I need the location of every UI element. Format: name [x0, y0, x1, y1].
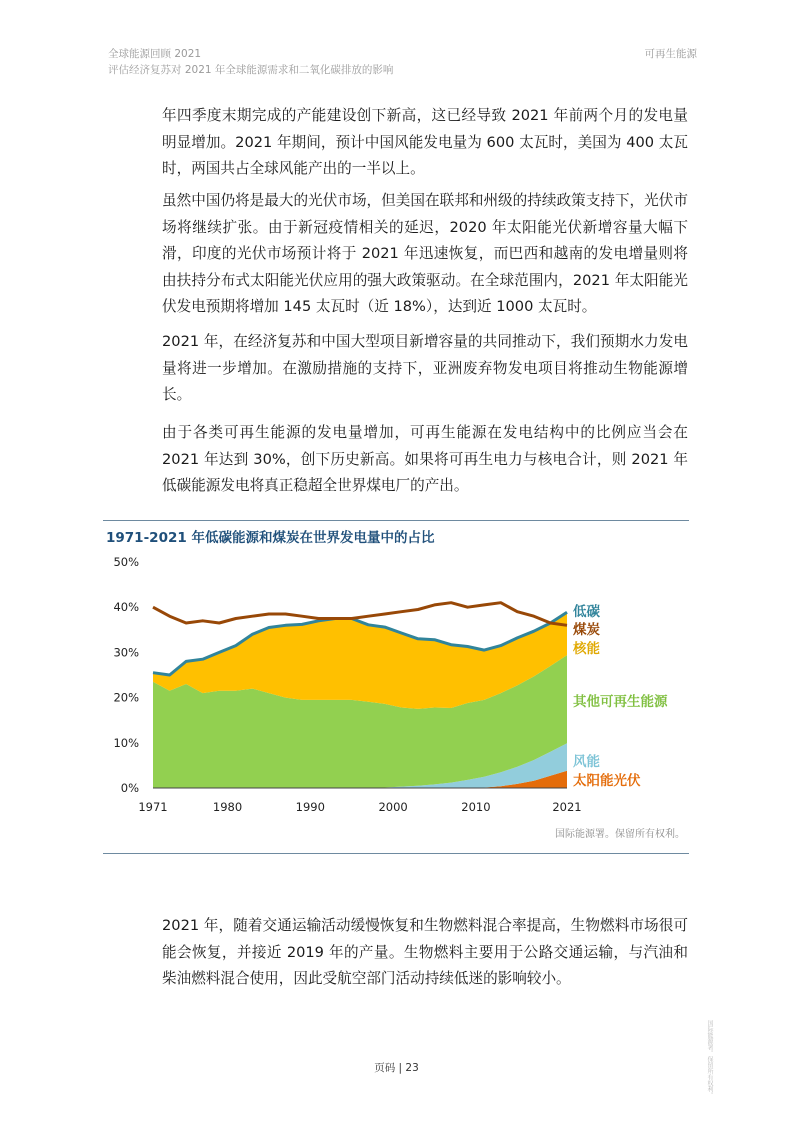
y-tick-label: 10%	[113, 735, 139, 750]
y-tick-label: 40%	[113, 600, 139, 615]
y-tick-label: 0%	[120, 781, 139, 795]
paragraph-2: 虽然中国仍将是最大的光伏市场，但美国在联邦和州级的持续政策支持下，光伏市场将继续扩张。由于新冠疫情相关的延迟，2020 年太阳能光伏新增容量大幅下滑，印度的光伏市场预计将于 2021 年迅速恢复，而巴西和越南的发电增量则将由扶持分布式太阳能光伏应用的强大政策驱动。在全球范围内，2021 年太阳能光伏发电预期将增加 145 太瓦时（近 18%），达到近 1000 太瓦时。	[162, 192, 688, 315]
page-number: 页码 | 23	[374, 1062, 419, 1074]
legend-label: 核能	[573, 641, 600, 657]
figure-title: 1971-2021 年低碳能源和煤炭在世界发电量中的占比	[106, 530, 435, 546]
figure-top-rule	[103, 520, 689, 521]
figure-bottom-rule	[103, 853, 689, 854]
x-tick-label: 2000	[378, 800, 408, 814]
x-tick-label: 2021	[552, 800, 582, 814]
legend-label: 太阳能光伏	[573, 773, 641, 789]
legend-label: 低碳	[573, 604, 600, 620]
paragraph-4: 由于各类可再生能源的发电量增加，可再生能源在发电结构中的比例应当会在 2021 年达到 30%，创下历史新高。如果将可再生电力与核电合计，则 2021 年低碳能源发电将真正稳超全世界煤电厂的产出。	[162, 424, 688, 494]
figure-source: 国际能源署。保留所有权利。	[555, 829, 685, 840]
chart	[103, 550, 689, 850]
paragraph-3: 2021 年，在经济复苏和中国大型项目新增容量的共同推动下，我们预期水力发电量将进一步增加。在激励措施的支持下，亚洲废弃物发电项目将推动生物能源增长。	[162, 333, 688, 403]
y-tick-label: 30%	[113, 645, 139, 660]
report-title: 全球能源回顾 2021	[108, 48, 202, 60]
running-header	[108, 46, 393, 78]
y-tick-label: 20%	[113, 690, 139, 705]
x-tick-label: 2010	[461, 800, 491, 814]
section-label: 可再生能源	[644, 48, 697, 60]
paragraph-5: 2021 年，随着交通运输活动缓慢恢复和生物燃料混合率提高，生物燃料市场很可能会恢复，并接近 2019 年的产量。生物燃料主要用于公路交通运输，与汽油和柴油燃料混合使用，因此受航空部门活动持续低迷的影响较小。	[162, 917, 688, 987]
legend-label: 煤炭	[573, 622, 600, 638]
x-tick-label: 1980	[212, 800, 243, 814]
paragraph-1: 年四季度末期完成的产能建设创下新高，这已经导致 2021 年前两个月的发电量明显增加。2021 年期间，预计中国风能发电量为 600 太瓦时，美国为 400 太瓦时，两国共占全球风能产出的一半以上。	[162, 107, 688, 177]
figure	[103, 520, 689, 854]
legend-label: 其他可再生能源	[573, 694, 668, 710]
x-tick-label: 1990	[295, 800, 325, 814]
report-subtitle: 评估经济复苏对 2021 年全球能源需求和二氧化碳排放的影响	[108, 64, 394, 76]
y-tick-label: 50%	[113, 555, 139, 569]
x-tick-label: 1971	[138, 800, 168, 814]
side-copyright: 国际能源署。保留所有权利。	[706, 1020, 713, 1098]
legend-label: 风能	[573, 754, 600, 770]
